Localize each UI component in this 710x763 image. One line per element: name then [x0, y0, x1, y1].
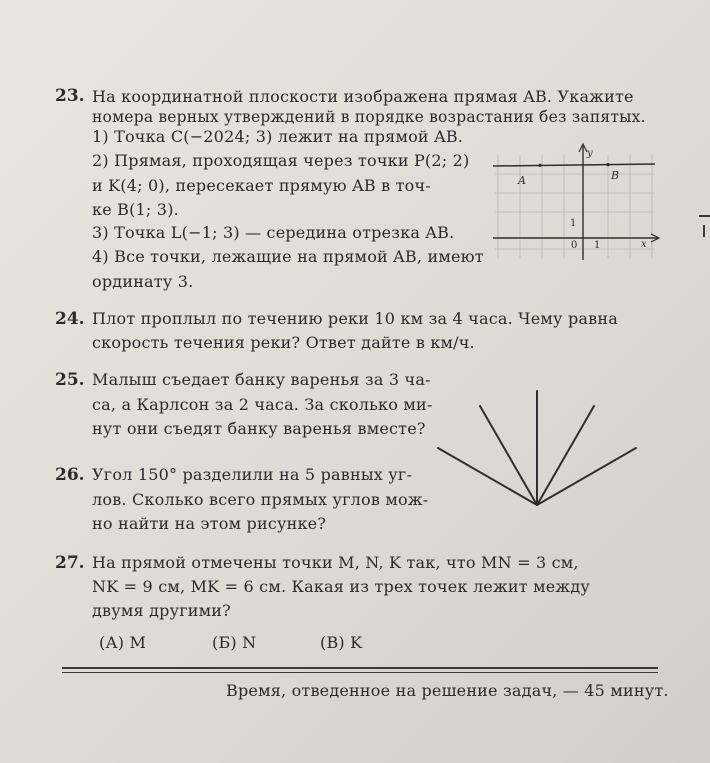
question-23-statement-2a: 2) Прямая, проходящая через точки P(2; 2)	[92, 151, 470, 170]
question-26-number: 26.	[55, 465, 85, 485]
question-25-line-1: Малыш съедает банку варенья за 3 ча-	[92, 370, 431, 389]
label-x-unit: 1	[594, 240, 601, 251]
coordinate-graph	[490, 140, 665, 265]
footer-rule-thin	[62, 672, 658, 673]
question-23-statement-4b: ординату 3.	[92, 272, 194, 291]
footer-rule-thick	[62, 667, 658, 669]
question-27-option-c: (В) K	[320, 633, 363, 652]
label-origin: 0	[571, 240, 578, 251]
question-25-number: 25.	[55, 370, 85, 390]
label-y-axis: y	[587, 148, 593, 159]
footer-time-note: Время, отведенное на решение задач, — 45 минут.	[226, 681, 669, 700]
label-y-unit: 1	[570, 218, 577, 229]
angle-ray-1	[438, 448, 537, 505]
question-27-option-a: (А) M	[99, 633, 147, 652]
question-26-line-1: Угол 150° разделили на 5 равных уг-	[92, 465, 413, 484]
question-23-number: 23.	[55, 86, 85, 106]
question-23-statement-4a: 4) Все точки, лежащие на прямой AB, имеют	[92, 247, 484, 266]
label-point-a: A	[518, 174, 526, 187]
adjacent-page-edge-mark	[703, 225, 705, 237]
question-27-line-1: На прямой отмечены точки M, N, K так, что MN = 3 см,	[92, 553, 579, 572]
question-27-line-2: NK = 9 см, MK = 6 см. Какая из трех точек лежит между	[92, 577, 590, 596]
question-23-statement-3: 3) Точка L(−1; 3) — середина отрезка AB.	[92, 223, 455, 242]
angle-ray-4	[537, 406, 594, 505]
question-27-number: 27.	[55, 553, 85, 573]
angle-figure	[430, 360, 650, 515]
question-23-statement-2b: и K(4; 0), пересекает прямую AB в точ-	[92, 176, 431, 195]
question-26-line-2: лов. Сколько всего прямых углов мож-	[92, 490, 429, 509]
point-a	[538, 164, 541, 167]
adjacent-page-edge	[699, 215, 710, 217]
question-24-number: 24.	[55, 309, 85, 329]
question-23-intro-line-1: На координатной плоскости изображена прямая AB. Укажите	[92, 87, 634, 106]
question-26-line-3: но найти на этом рисунке?	[92, 514, 327, 533]
question-24-line-2: скорость течения реки? Ответ дайте в км/ч.	[92, 333, 475, 352]
question-23-statement-2c: ке B(1; 3).	[92, 200, 179, 219]
point-b	[606, 163, 609, 166]
angle-ray-5	[537, 448, 636, 505]
question-24-line-1: Плот проплыл по течению реки 10 км за 4 часа. Чему равна	[92, 309, 618, 328]
question-23-intro-line-2: номера верных утверждений в порядке возрастания без запятых.	[92, 108, 646, 126]
label-point-b: B	[611, 169, 620, 182]
angle-ray-2	[480, 406, 537, 505]
question-25-line-3: нут они съедят банку варенья вместе?	[92, 419, 426, 438]
question-27-line-3: двумя другими?	[92, 601, 231, 620]
question-27-option-b: (Б) N	[212, 633, 257, 652]
line-ab	[493, 164, 655, 166]
label-x-axis: x	[641, 239, 647, 250]
question-25-line-2: са, а Карлсон за 2 часа. За сколько ми-	[92, 395, 433, 414]
question-23-statement-1: 1) Точка C(−2024; 3) лежит на прямой AB.	[92, 127, 464, 146]
